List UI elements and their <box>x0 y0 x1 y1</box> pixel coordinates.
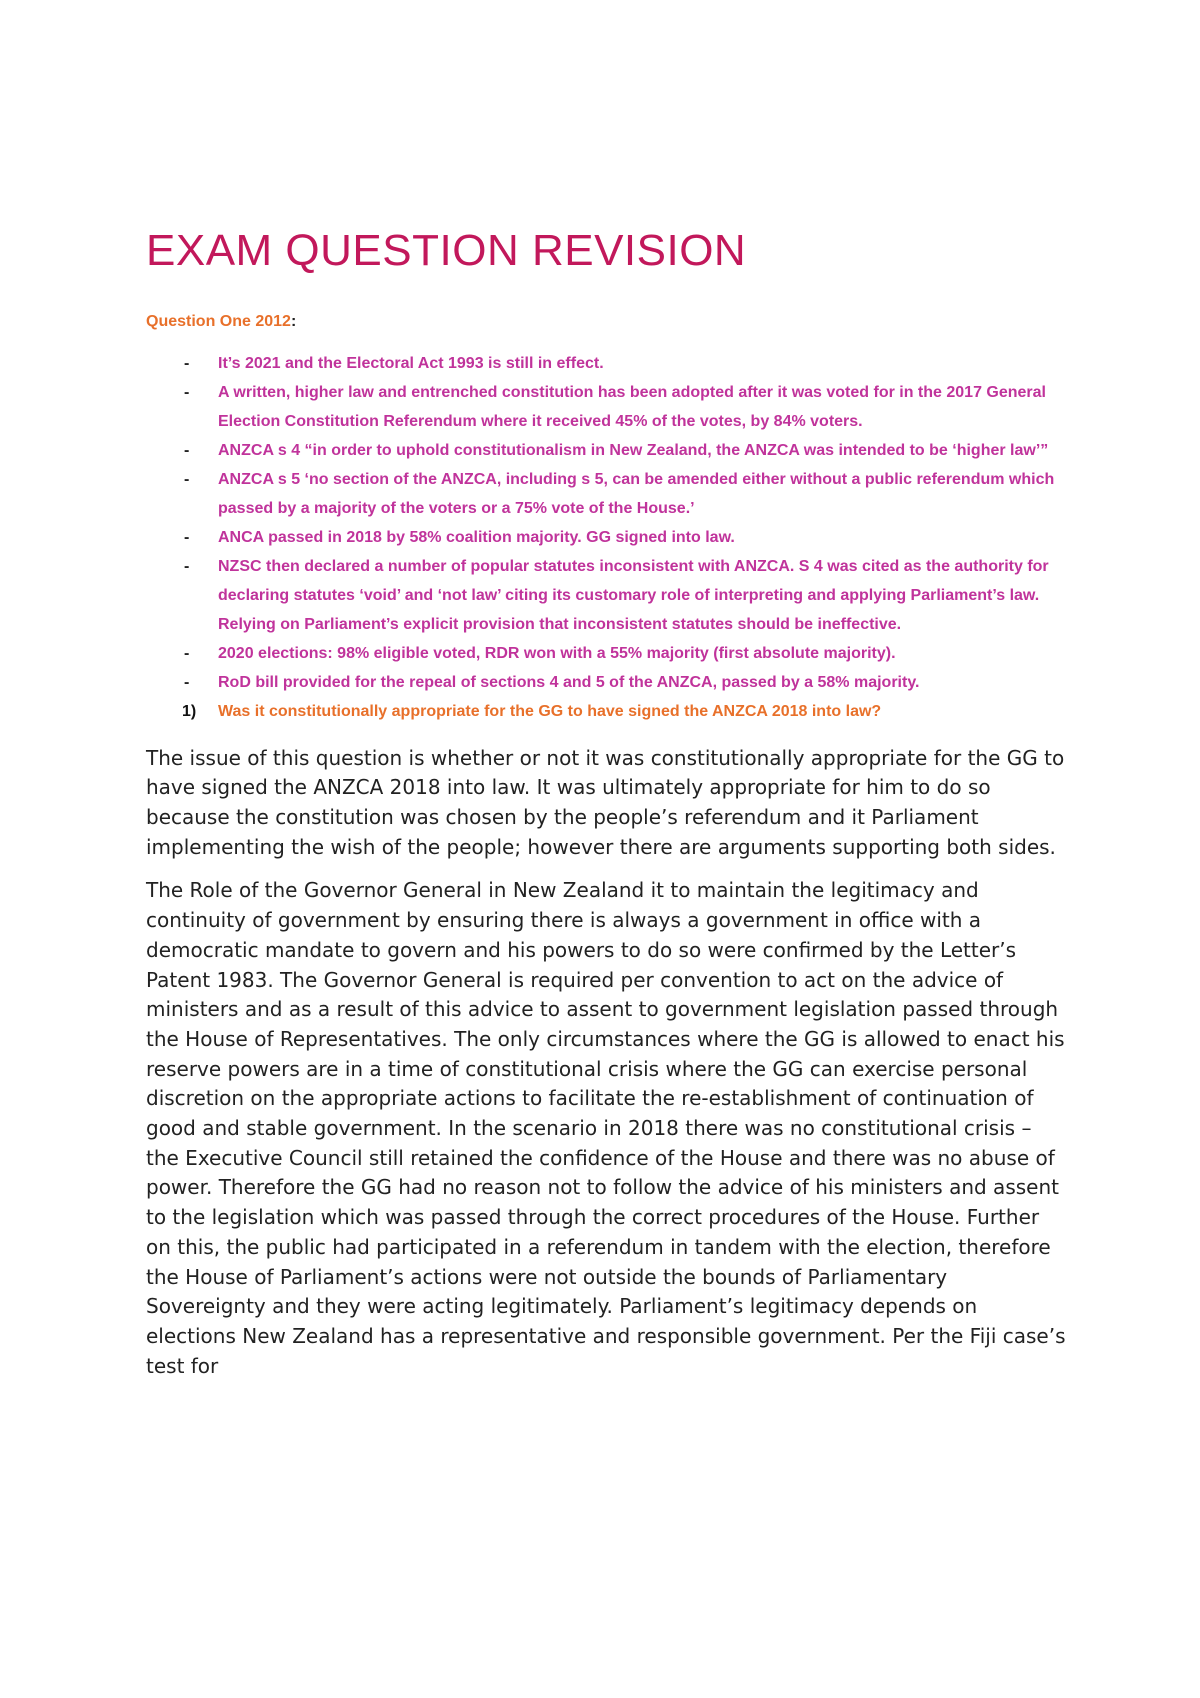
bullet-dash: - <box>184 470 190 488</box>
body-paragraph-governor-general: The Role of the Governor General in New Zealand it to maintain the legitimacy and continuity of government by ensuring there is always a government in office with a democratic mandate to govern and his powers to do so were confirmed by the Letter’s Patent 1983. The Governor General is required per convention to act on the advice of ministers and as a result of this advice to assent to government legislation passed through the House of Representatives. The only circumstances where the GG is allowed to enact his reserve powers are in a time of constitutional crisis where the GG can exercise personal discretion on the appropriate actions to facilitate the re-establishment of continuation of good and stable government. In the scenario in 2018 there was no constitutional crisis – the Executive Council still retained the confidence of the House and there was no abuse of power. Therefore the GG had no reason not to follow the advice of his ministers and assent to the legislation which was passed through the correct procedures of the House. Further on this, the public had participated in a referendum in tandem with the election, therefore the House of Parliament’s actions were not outside the bounds of Parliamentary Sovereignty and they were acting legitimately. Parliament’s legitimacy depends on elections New Zealand has a representative and responsible government. Per the Fiji case’s test for <box>146 878 1066 1378</box>
bullet-dash: - <box>184 528 190 546</box>
fact-text: It’s 2021 and the Electoral Act 1993 is still in effect. <box>218 354 604 372</box>
bullet-dash: - <box>184 441 190 459</box>
fact-item <box>146 436 1066 465</box>
bullet-dash: - <box>184 673 190 691</box>
document-title: EXAM QUESTION REVISION <box>146 226 747 275</box>
bullet-dash: - <box>184 557 190 575</box>
numbered-question <box>146 697 1066 726</box>
document-content <box>146 226 1066 1395</box>
fact-text: ANZCA s 5 ‘no section of the ANZCA, including s 5, can be amended either without a public referendum which passed by a majority of the voters or a 75% vote of the House.’ <box>218 470 1055 517</box>
fact-item <box>146 668 1066 697</box>
fact-item <box>146 465 1066 523</box>
question-heading-text: Question One 2012 <box>146 312 291 330</box>
bullet-dash: - <box>184 383 190 401</box>
fact-item <box>146 639 1066 668</box>
question-heading-colon: : <box>290 312 297 330</box>
bullet-dash: - <box>184 354 190 372</box>
fact-text: ANCA passed in 2018 by 58% coalition majority. GG signed into law. <box>218 528 735 546</box>
fact-text: RoD bill provided for the repeal of sections 4 and 5 of the ANZCA, passed by a 58% majority. <box>218 673 920 691</box>
question-number: 1) <box>182 702 197 720</box>
body-paragraph-issue: The issue of this question is whether or not it was constitutionally appropriate for the GG to have signed the ANZCA 2018 into law. It was ultimately appropriate for him to do so because the constitution was chosen by the people’s referendum and it Parliament implementing the wish of the people; however there are arguments supporting both sides. <box>146 745 1065 859</box>
bullet-dash: - <box>184 644 190 662</box>
fact-text: ANZCA s 4 “in order to uphold constitutionalism in New Zealand, the ANZCA was intended to be ‘higher law’” <box>218 441 1049 459</box>
fact-item <box>146 523 1066 552</box>
fact-text: A written, higher law and entrenched constitution has been adopted after it was voted for in the 2017 General Election Constitution Referendum where it received 45% of the votes, by 84% voters. <box>218 383 1046 430</box>
fact-list <box>146 349 1066 697</box>
question-text: Was it constitutionally appropriate for the GG to have signed the ANZCA 2018 into law? <box>218 702 882 720</box>
fact-item <box>146 552 1066 639</box>
question-heading <box>146 313 1066 331</box>
fact-item <box>146 378 1066 436</box>
fact-text: 2020 elections: 98% eligible voted, RDR won with a 55% majority (first absolute majority). <box>218 644 896 662</box>
fact-item <box>146 349 1066 378</box>
fact-text: NZSC then declared a number of popular statutes inconsistent with ANZCA. S 4 was cited as the authority for declaring statutes ‘void’ and ‘not law’ citing its customary role of interpreting and applying Parliament’s law. Relying on Parliament’s explicit provision that inconsistent statutes should be ineffective. <box>218 557 1049 633</box>
